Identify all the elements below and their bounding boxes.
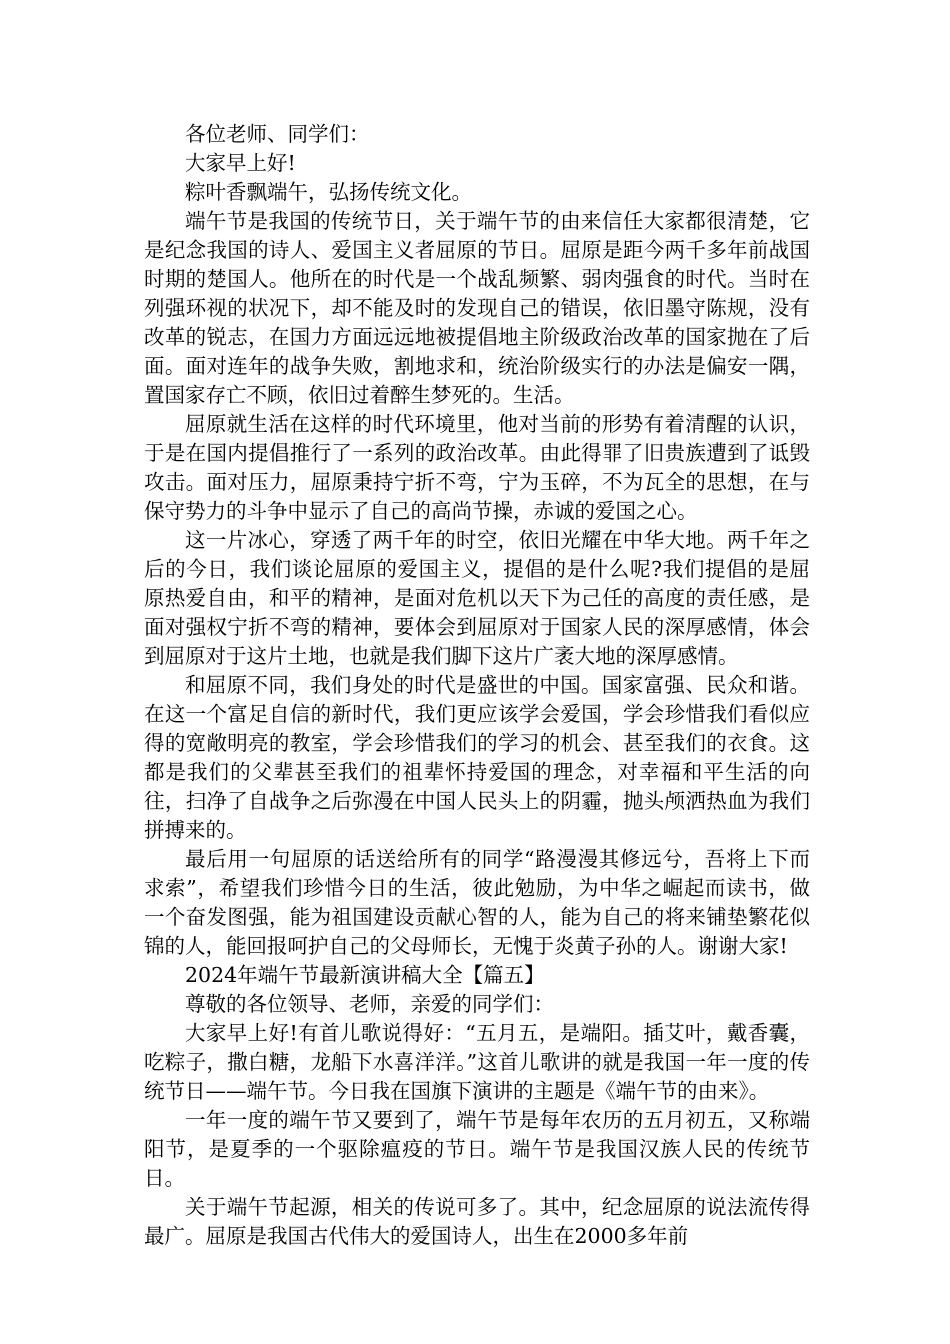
- paragraph-good-morning: 大家早上好!: [185, 151, 296, 175]
- paragraph-body: 和屈原不同，我们身处的时代是盛世的中国。国家富强、民众和谐。在这一个富足自信的新时代，我们更应该学会爱国，学会珍惜我们看似应得的宽敞明亮的教室，学会珍惜我们的学习的机会、甚至我们的衣食。这都是我们的父辈甚至我们的祖辈怀持爱国的理念，对幸福和平生活的向往，扫净了自战争之后弥漫在中国人民头上的阴霾，抛头颅洒热血为我们拼搏来的。: [144, 673, 810, 842]
- paragraph-body: 大家早上好!有首儿歌说得好：“五月五，是端阳。插艾叶，戴香囊，吃粽子，撒白糖，龙船下水喜洋洋。”这首儿歌讲的就是我国一年一度的传统节日——端午节。今日我在国旗下演讲的主题是《端午节的由来》。: [144, 1021, 810, 1103]
- document-body: [144, 120, 810, 1251]
- paragraph-body: 一年一度的端午节又要到了，端午节是每年农历的五月初五，又称端阳节，是夏季的一个驱除瘟疫的节日。端午节是我国汉族人民的传统节日。: [144, 1108, 810, 1190]
- paragraph-body: 关于端午节起源，相关的传说可多了。其中，纪念屈原的说法流传得最广。屈原是我国古代伟大的爱国诗人，出生在2000多年前: [144, 1195, 810, 1248]
- paragraph-greeting: 尊敬的各位领导、老师，亲爱的同学们：: [185, 992, 554, 1016]
- section-title: 2024年端午节最新演讲稿大全【篇五】: [185, 963, 545, 987]
- paragraph-body: 这一片冰心，穿透了两千年的时空，依旧光耀在中华大地。两千年之后的今日，我们谈论屈原的爱国主义，提倡的是什么呢?我们提倡的是屈原热爱自由，和平的精神，是面对危机以天下为己任的高度的责任感，是面对强权宁折不弯的精神，要体会到屈原对于国家人民的深厚感情，体会到屈原对于这片土地，也就是我们脚下这片广袤大地的深厚感情。: [144, 528, 810, 668]
- paragraph-body: 端午节是我国的传统节日，关于端午节的由来信任大家都很清楚，它是纪念我国的诗人、爱国主义者屈原的节日。屈原是距今两千多年前战国时期的楚国人。他所在的时代是一个战乱频繁、弱肉强食的时代。当时在列强环视的状况下，却不能及时的发现自己的错误，依旧墨守陈规，没有改革的锐志，在国力方面远远地被提倡地主阶级政治改革的国家抛在了后面。面对连年的战争失败，割地求和，统治阶级实行的办法是偏安一隅，置国家存亡不顾，依旧过着醉生梦死的。生活。: [144, 209, 810, 407]
- paragraph-body: 屈原就生活在这样的时代环境里，他对当前的形势有着清醒的认识，于是在国内提倡推行了一系列的政治改革。由此得罪了旧贵族遭到了诋毁攻击。面对压力，屈原秉持宁折不弯，宁为玉碎，不为瓦全的思想，在与保守势力的斗争中显示了自己的高尚节操，赤诚的爱国之心。: [144, 412, 810, 523]
- paragraph-closing: 最后用一句屈原的话送给所有的同学“路漫漫其修远兮，吾将上下而求索”，希望我们珍惜今日的生活，彼此勉励，为中华之崛起而读书，做一个奋发图强，能为祖国建设贡献心智的人，能为自己的将来铺垫繁花似锦的人，能回报呵护自己的父母师长，无愧于炎黄子孙的人。谢谢大家!: [144, 847, 810, 958]
- paragraph-theme: 粽叶香飘端午，弘扬传统文化。: [185, 180, 472, 204]
- paragraph-greeting: 各位老师、同学们：: [185, 122, 370, 146]
